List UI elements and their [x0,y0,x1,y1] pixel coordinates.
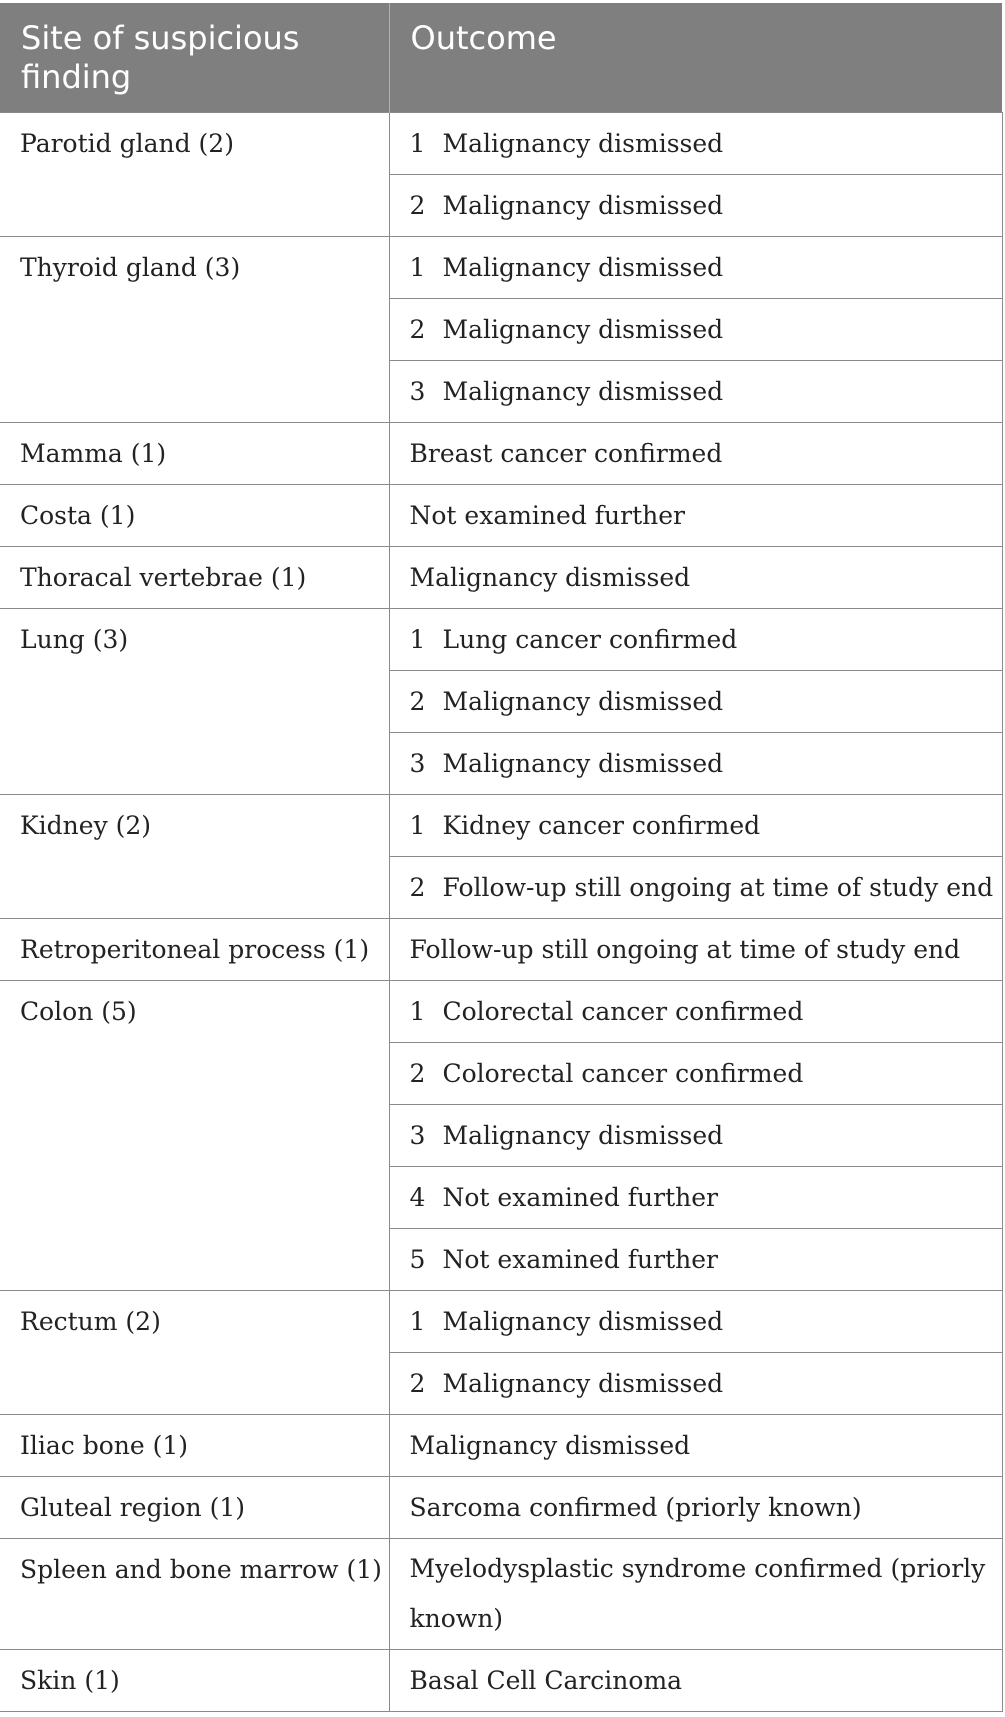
outcome-cell [389,1415,1002,1477]
outcome-number: 1 [409,129,426,158]
site-cell: Kidney (2) [0,795,389,919]
outcome-text: Follow-up still ongoing at time of study end [409,935,961,964]
outcome-number: 1 [409,811,426,840]
outcome-cell [389,1353,1002,1415]
outcome-cell [389,795,1002,857]
site-cell: Retroperitoneal process (1) [0,919,389,981]
site-cell: Iliac bone (1) [0,1415,389,1477]
outcome-text: Malignancy dismissed [442,191,724,220]
outcome-cell [389,423,1002,485]
outcome-cell [389,1650,1002,1712]
outcome-number: 1 [409,997,426,1026]
outcome-cell [389,361,1002,423]
outcome-text: Malignancy dismissed [409,563,691,592]
outcome-cell [389,733,1002,795]
site-cell: Thoracal vertebrae (1) [0,547,389,609]
table-row [0,795,1002,857]
outcome-cell [389,113,1002,175]
table-row [0,1539,1002,1650]
table-row [0,1650,1002,1712]
outcome-number: 3 [409,1121,426,1150]
outcome-cell [389,237,1002,299]
outcome-text: Myelodysplastic syndrome confirmed (priorly known) [409,1554,986,1633]
outcome-text: Lung cancer confirmed [442,625,738,654]
outcome-text: Malignancy dismissed [442,749,724,778]
site-cell: Skin (1) [0,1650,389,1712]
outcome-number: 1 [409,253,426,282]
outcome-text: Not examined further [409,501,685,530]
table-row [0,547,1002,609]
outcome-cell [389,1477,1002,1539]
outcome-text: Malignancy dismissed [442,687,724,716]
outcome-number: 5 [409,1245,426,1274]
outcome-text: Sarcoma confirmed (priorly known) [409,1493,862,1522]
outcome-number: 2 [409,191,426,220]
outcome-text: Breast cancer confirmed [409,439,723,468]
outcome-cell [389,485,1002,547]
outcome-text: Colorectal cancer confirmed [442,997,804,1026]
outcome-cell [389,1043,1002,1105]
outcome-text: Malignancy dismissed [442,377,724,406]
outcome-number: 1 [409,625,426,654]
outcome-text: Not examined further [442,1183,718,1212]
outcome-text: Follow-up still ongoing at time of study end [442,873,994,902]
outcome-text: Malignancy dismissed [442,1307,724,1336]
outcome-text: Kidney cancer confirmed [442,811,761,840]
table-row [0,1477,1002,1539]
outcome-text: Colorectal cancer confirmed [442,1059,804,1088]
header-outcome: Outcome [389,3,1002,113]
outcome-number: 3 [409,749,426,778]
outcome-cell [389,1167,1002,1229]
outcome-number: 4 [409,1183,426,1212]
table-row [0,485,1002,547]
site-cell: Costa (1) [0,485,389,547]
site-cell: Lung (3) [0,609,389,795]
outcome-cell [389,299,1002,361]
outcome-number: 2 [409,873,426,902]
outcome-text: Malignancy dismissed [409,1431,691,1460]
site-cell: Rectum (2) [0,1291,389,1415]
outcome-cell [389,1539,1002,1650]
findings-table [0,3,1003,1712]
header-site: Site of suspicious finding [0,3,389,113]
table-row [0,609,1002,671]
site-cell: Gluteal region (1) [0,1477,389,1539]
outcome-number: 2 [409,1059,426,1088]
outcome-cell [389,1105,1002,1167]
outcome-number: 2 [409,315,426,344]
table-row [0,1291,1002,1353]
outcome-cell [389,1229,1002,1291]
table-row [0,981,1002,1043]
outcome-text: Malignancy dismissed [442,315,724,344]
outcome-cell [389,857,1002,919]
table-header [0,3,1002,113]
outcome-cell [389,175,1002,237]
outcome-text: Malignancy dismissed [442,1369,724,1398]
outcome-cell [389,547,1002,609]
site-cell: Spleen and bone marrow (1) [0,1539,389,1650]
site-cell: Mamma (1) [0,423,389,485]
outcome-cell [389,1291,1002,1353]
table-row [0,113,1002,175]
outcome-text: Malignancy dismissed [442,1121,724,1150]
outcome-text: Not examined further [442,1245,718,1274]
table-body [0,113,1002,1712]
site-cell: Parotid gland (2) [0,113,389,237]
outcome-cell [389,919,1002,981]
outcome-number: 2 [409,1369,426,1398]
table-row [0,919,1002,981]
table-row [0,237,1002,299]
outcome-number: 1 [409,1307,426,1336]
outcome-text: Malignancy dismissed [442,253,724,282]
outcome-number: 3 [409,377,426,406]
table-row [0,423,1002,485]
outcome-cell [389,981,1002,1043]
site-cell: Thyroid gland (3) [0,237,389,423]
header-row [0,3,1002,113]
site-cell: Colon (5) [0,981,389,1291]
outcome-cell [389,671,1002,733]
outcome-cell [389,609,1002,671]
outcome-text: Malignancy dismissed [442,129,724,158]
outcome-text: Basal Cell Carcinoma [409,1666,683,1695]
table-row [0,1415,1002,1477]
outcome-number: 2 [409,687,426,716]
